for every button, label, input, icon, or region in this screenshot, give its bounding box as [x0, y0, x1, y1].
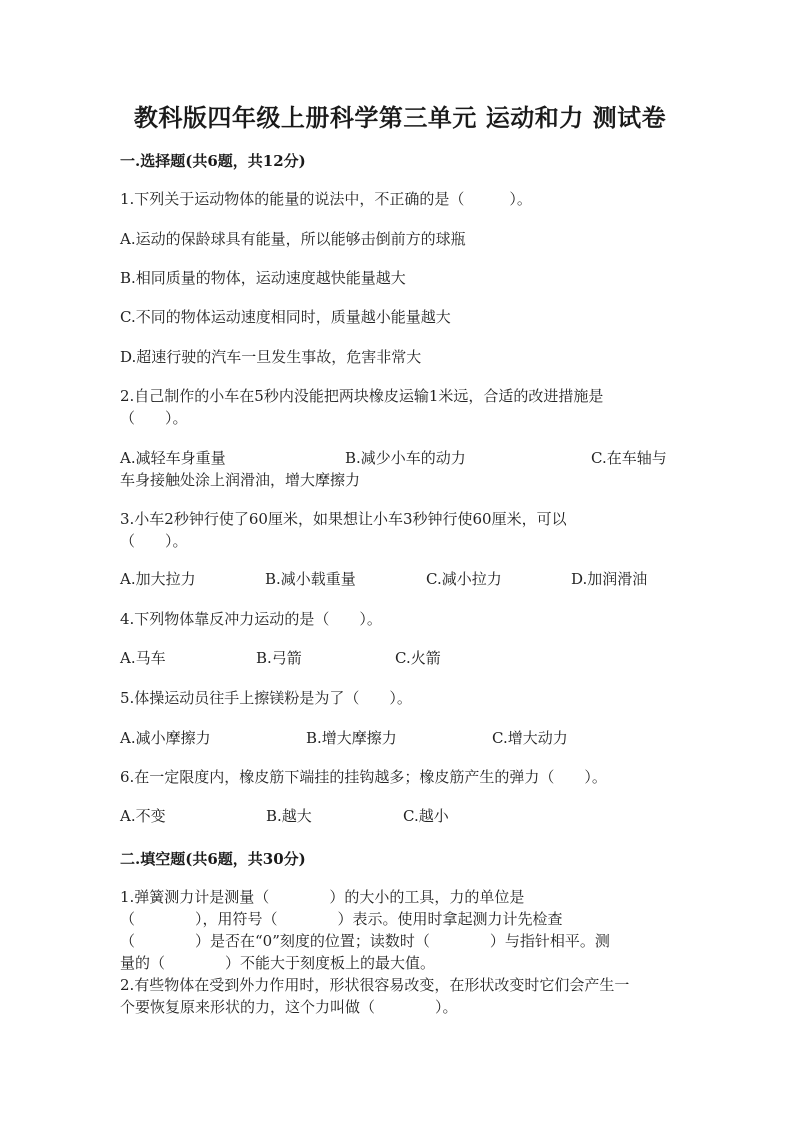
fill-question-2-line1: 2.有些物体在受到外力作用时，形状很容易改变，在形状改变时它们会产生一 [120, 976, 630, 994]
question-1-option-c: C.不同的物体运动速度相同时，质量越小能量越大 [120, 308, 451, 326]
section-heading-choice: 一.选择题(共6题，共12分) [120, 152, 306, 170]
question-1-option-b: B.相同质量的物体，运动速度越快能量越大 [120, 269, 406, 287]
question-3-option-a: A.加大拉力 [120, 570, 196, 588]
fill-question-1-line4: 量的（ ）不能大于刻度板上的最大值。 [120, 954, 436, 972]
question-1-stem: 1.下列关于运动物体的能量的说法中，不正确的是（ ）。 [120, 190, 532, 208]
question-2-stem-line1: 2.自己制作的小车在5秒内没能把两块橡皮运输1米远，合适的改进措施是 [120, 387, 604, 405]
exam-title: 教科版四年级上册科学第三单元 运动和力 测试卷 [133, 103, 667, 132]
question-4-option-a: A.马车 [120, 649, 166, 667]
question-2-stem-line2: （ ）。 [120, 409, 188, 427]
question-2-option-b: B.减少小车的动力 [345, 449, 466, 467]
question-5-option-b: B.增大摩擦力 [306, 729, 397, 747]
question-1-option-d: D.超速行驶的汽车一旦发生事故，危害非常大 [120, 348, 422, 366]
fill-question-2-line2: 个要恢复原来形状的力，这个力叫做（ ）。 [120, 998, 458, 1016]
question-3-option-b: B.减小载重量 [265, 570, 356, 588]
fill-question-1-line2: （ ），用符号（ ）表示。使用时拿起测力计先检查 [120, 910, 563, 928]
section-heading-fill-blank: 二.填空题(共6题，共30分) [120, 850, 306, 868]
question-5-stem: 5.体操运动员往手上擦镁粉是为了（ ）。 [120, 689, 412, 707]
fill-question-1-line3: （ ）是否在“0”刻度的位置；读数时（ ）与指针相平。测 [120, 932, 610, 950]
question-2-option-c-continued: 车身接触处涂上润滑油，增大摩擦力 [120, 471, 361, 489]
question-4-stem: 4.下列物体靠反冲力运动的是（ ）。 [120, 610, 382, 628]
question-2-option-a: A.减轻车身重量 [120, 449, 226, 467]
question-4-option-b: B.弓箭 [256, 649, 302, 667]
question-6-option-c: C.越小 [403, 807, 449, 825]
question-5-option-a: A.减小摩擦力 [120, 729, 211, 747]
question-2-option-c: C.在车轴与 [591, 449, 667, 467]
question-1-option-a: A.运动的保龄球具有能量，所以能够击倒前方的球瓶 [120, 230, 466, 248]
question-6-option-b: B.越大 [266, 807, 312, 825]
question-3-option-d: D.加润滑油 [571, 570, 648, 588]
question-4-option-c: C.火箭 [395, 649, 441, 667]
question-3-stem-line2: （ ）。 [120, 532, 188, 550]
question-6-stem: 6.在一定限度内，橡皮筋下端挂的挂钩越多；橡皮筋产生的弹力（ ）。 [120, 768, 607, 786]
question-3-stem-line1: 3.小车2秒钟行使了60厘米，如果想让小车3秒钟行使60厘米，可以 [120, 510, 567, 528]
fill-question-1-line1: 1.弹簧测力计是测量（ ）的大小的工具，力的单位是 [120, 888, 525, 906]
question-3-option-c: C.减小拉力 [426, 570, 502, 588]
question-6-option-a: A.不变 [120, 807, 166, 825]
question-5-option-c: C.增大动力 [492, 729, 568, 747]
